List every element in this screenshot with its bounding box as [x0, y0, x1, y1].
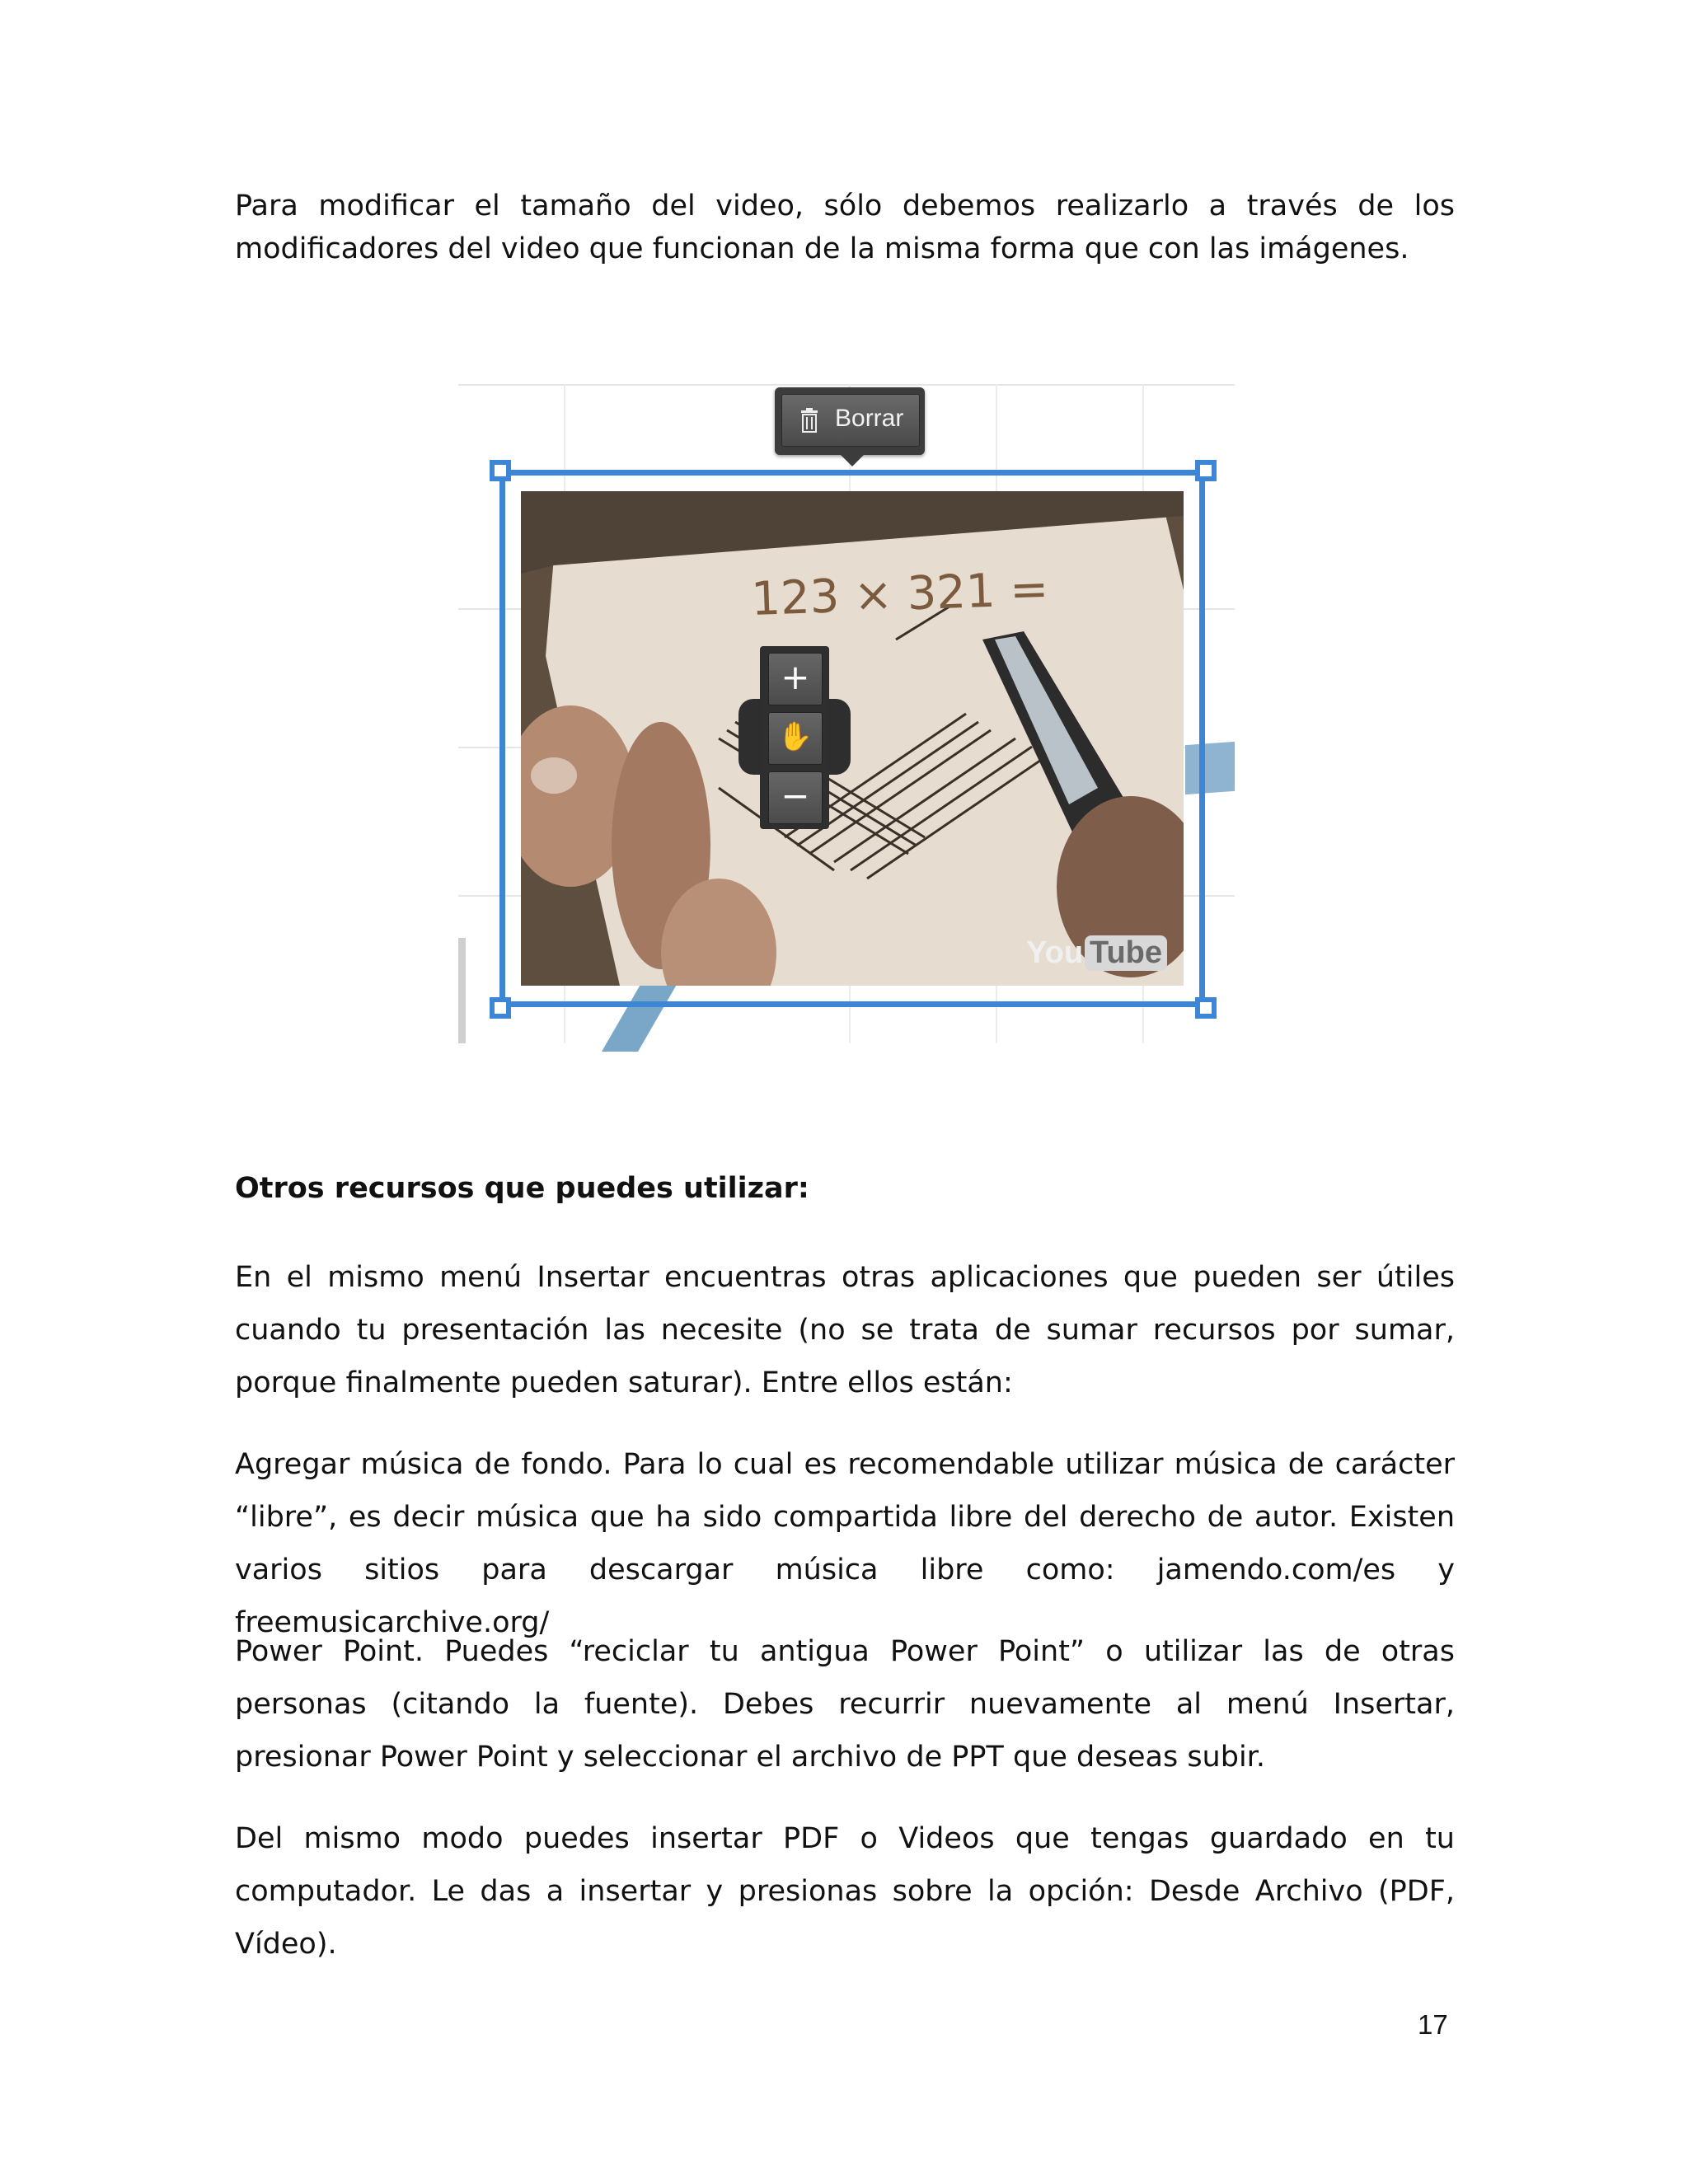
zoom-in-button[interactable]: + — [768, 653, 823, 705]
grid-line — [458, 384, 1235, 386]
resize-handle-top-right[interactable] — [1195, 460, 1217, 481]
trash-icon — [800, 408, 818, 433]
youtube-logo-tube: Tube — [1085, 935, 1167, 971]
paragraph-powerpoint: Power Point. Puedes “reciclar tu antigua Power Point” o utilizar las de otras personas (citando la fuente). Debes recurrir nuevamente al menú Insertar, presionar Power Point y seleccionar el archivo de PPT que deseas subir. — [235, 1635, 1455, 1774]
page-number: 17 — [1418, 2009, 1448, 2040]
delete-button-label: Borrar — [835, 405, 904, 432]
zoom-control — [760, 646, 829, 829]
slide-edge — [458, 938, 466, 1043]
video-frame-image — [521, 491, 1184, 986]
resize-handle-bottom-right[interactable] — [1195, 997, 1217, 1019]
tooltip-arrow — [841, 455, 864, 466]
delete-button[interactable] — [775, 387, 925, 455]
paragraph-insert-menu: En el mismo menú Insertar encuentras otras aplicaciones que pueden ser útiles cuando tu presentación las necesite (no se trata de sumar recursos por sumar, porque finalmente pueden saturar). Entre ellos están: — [235, 1261, 1455, 1399]
youtube-logo-you: You — [1026, 935, 1084, 970]
resize-handle-top-left[interactable] — [490, 460, 511, 481]
pan-hand-icon[interactable]: ✋ — [768, 712, 823, 765]
paragraph-music: Agregar música de fondo. Para lo cual es recomendable utilizar música de carácter “libre”, es decir música que ha sido compartida libre del derecho de autor. Existen varios sitios para descargar música libre como: jamendo.com/es y freemusicarchive.org/ — [235, 1448, 1455, 1639]
video-handwriting: 123 × 321 = — [750, 562, 1050, 626]
paragraph-pdf-video: Del mismo modo puedes insertar PDF o Videos que tengas guardado en tu computador. Le das a insertar y presionas sobre la opción: Desde Archivo (PDF, Vídeo). — [235, 1822, 1455, 1961]
section-heading: Otros recursos que puedes utilizar: — [235, 1172, 809, 1205]
intro-paragraph: Para modificar el tamaño del video, sólo debemos realizarlo a través de los modificadores del video que funcionan de la misma forma que con las imágenes. — [235, 190, 1455, 265]
youtube-logo — [1026, 935, 1167, 971]
resize-handle-bottom-left[interactable] — [490, 997, 511, 1019]
video-editor-figure — [458, 384, 1235, 1043]
video-player[interactable] — [521, 491, 1184, 986]
zoom-out-button[interactable]: − — [768, 771, 823, 824]
